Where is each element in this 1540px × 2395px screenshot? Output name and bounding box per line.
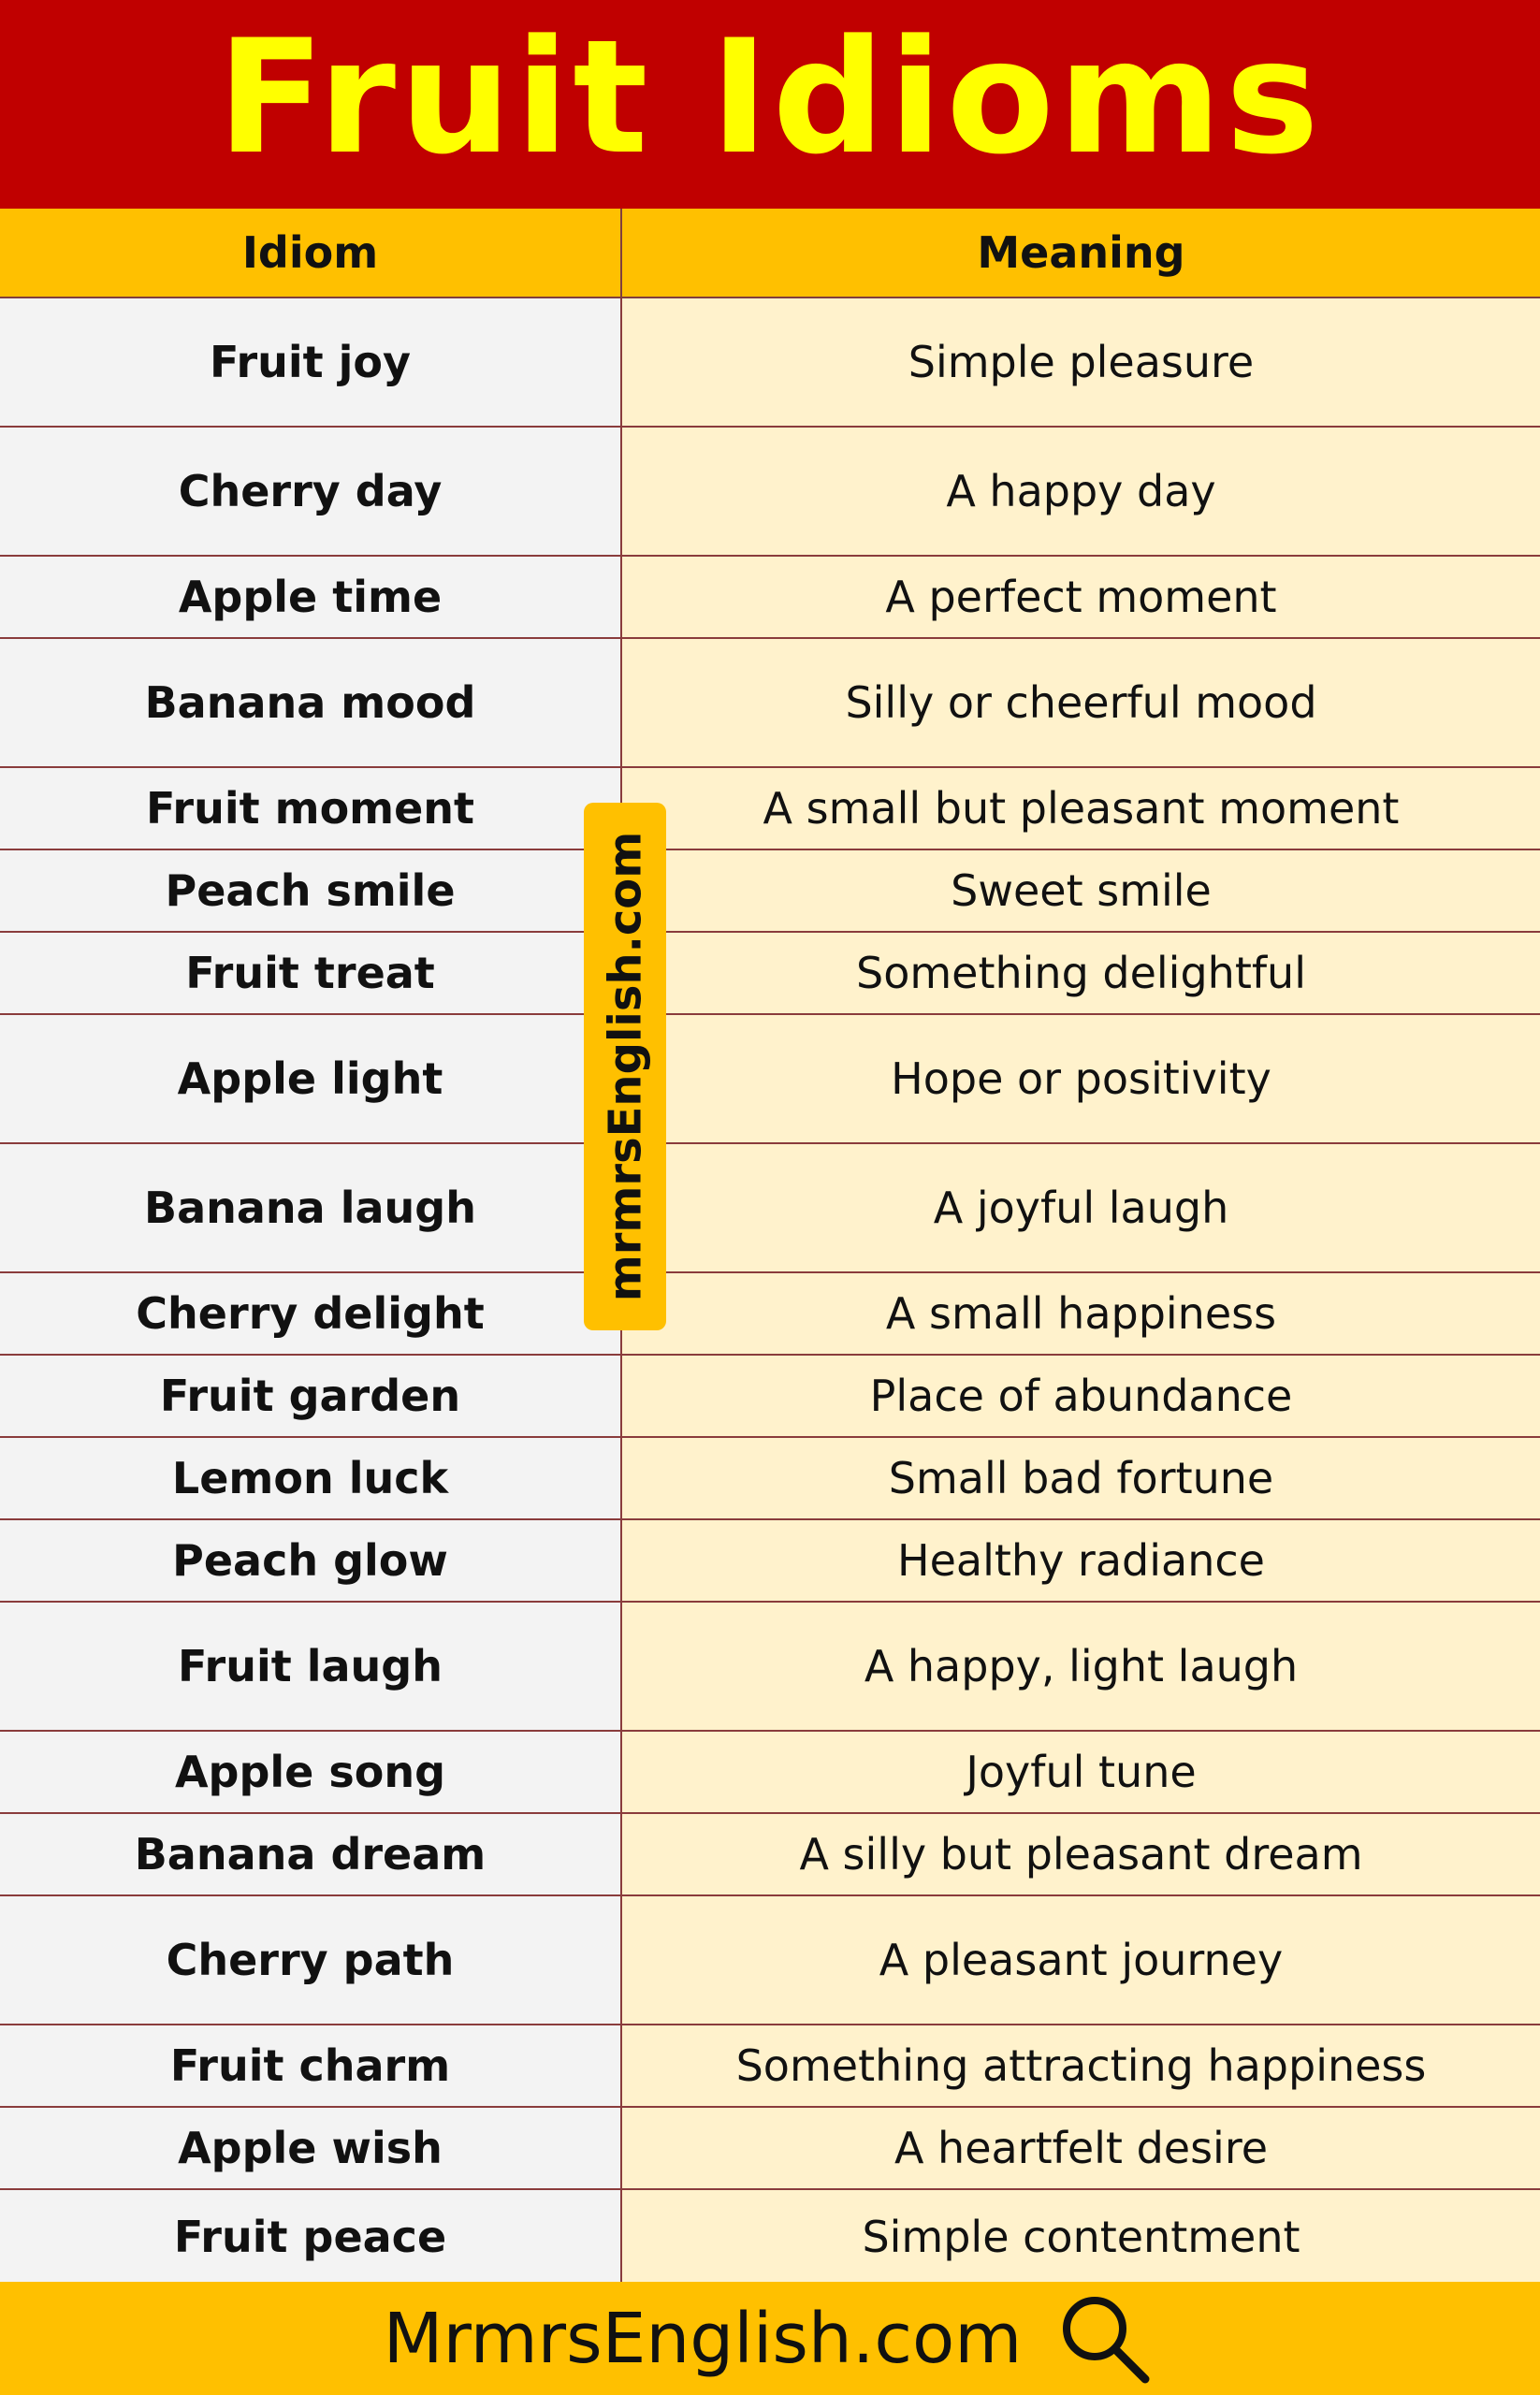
table-row [0,2190,1540,2284]
meaning-cell: Silly or cheerful mood [622,639,1540,766]
meaning-cell: Small bad fortune [622,1438,1540,1518]
idiom-cell: Apple wish [0,2108,622,2188]
idiom-cell: Apple song [0,1732,622,1812]
idiom-cell: Fruit charm [0,2025,622,2106]
table-row [0,2025,1540,2108]
search-icon [1053,2287,1156,2390]
table-row [0,1015,1540,1144]
meaning-cell: Simple pleasure [622,298,1540,426]
table-row [0,1356,1540,1438]
idiom-cell: Fruit joy [0,298,622,426]
header-idiom: Idiom [0,209,622,297]
meaning-cell: A heartfelt desire [622,2108,1540,2188]
table-row [0,298,1540,428]
idiom-cell: Peach glow [0,1520,622,1601]
watermark-text: mrmrsEnglish.com [599,831,651,1302]
table-row [0,1273,1540,1356]
idiom-cell: Banana laugh [0,1144,622,1271]
idiom-cell: Cherry delight [0,1273,622,1354]
idiom-cell: Banana dream [0,1814,622,1894]
page-title: Fruit Idioms [217,5,1323,189]
idiom-cell: Fruit treat [0,933,622,1013]
meaning-cell: Hope or positivity [622,1015,1540,1142]
footer-site: MrmrsEnglish.com [383,2298,1023,2379]
table-row [0,850,1540,933]
table-header [0,209,1540,298]
idiom-cell: Fruit laugh [0,1603,622,1730]
meaning-cell: Something attracting happiness [622,2025,1540,2106]
title-banner [0,0,1540,209]
meaning-cell: A joyful laugh [622,1144,1540,1271]
table-row [0,639,1540,768]
meaning-cell: Place of abundance [622,1356,1540,1436]
idiom-cell: Cherry path [0,1896,622,2024]
idiom-cell: Peach smile [0,850,622,931]
idiom-cell: Fruit garden [0,1356,622,1436]
footer [0,2282,1540,2395]
idiom-cell: Apple light [0,1015,622,1142]
meaning-cell: A happy day [622,428,1540,555]
meaning-cell: Healthy radiance [622,1520,1540,1601]
idiom-cell: Fruit moment [0,768,622,849]
table-row [0,1438,1540,1520]
header-meaning: Meaning [977,227,1185,278]
table-row [0,428,1540,557]
table-row [0,1144,1540,1273]
table-row [0,1603,1540,1732]
table-row [0,768,1540,850]
meaning-cell: Joyful tune [622,1732,1540,1812]
meaning-cell: A perfect moment [622,557,1540,637]
meaning-cell: A happy, light laugh [622,1603,1540,1730]
table-row [0,1732,1540,1814]
idiom-cell: Banana mood [0,639,622,766]
watermark-badge [584,803,666,1330]
meaning-cell: A small happiness [622,1273,1540,1354]
table-row [0,2108,1540,2190]
meaning-cell: Sweet smile [622,850,1540,931]
table-row [0,1896,1540,2025]
idiom-cell: Cherry day [0,428,622,555]
meaning-cell: A small but pleasant moment [622,768,1540,849]
table-row [0,1814,1540,1896]
table-row [0,557,1540,639]
idiom-cell: Lemon luck [0,1438,622,1518]
meaning-cell: Simple contentment [622,2190,1540,2284]
meaning-cell: A silly but pleasant dream [622,1814,1540,1894]
meaning-cell: Something delightful [622,933,1540,1013]
idiom-cell: Apple time [0,557,622,637]
table-row [0,1520,1540,1603]
table-row [0,933,1540,1015]
idiom-table [0,298,1540,2282]
meaning-cell: A pleasant journey [622,1896,1540,2024]
idiom-cell: Fruit peace [0,2190,622,2284]
